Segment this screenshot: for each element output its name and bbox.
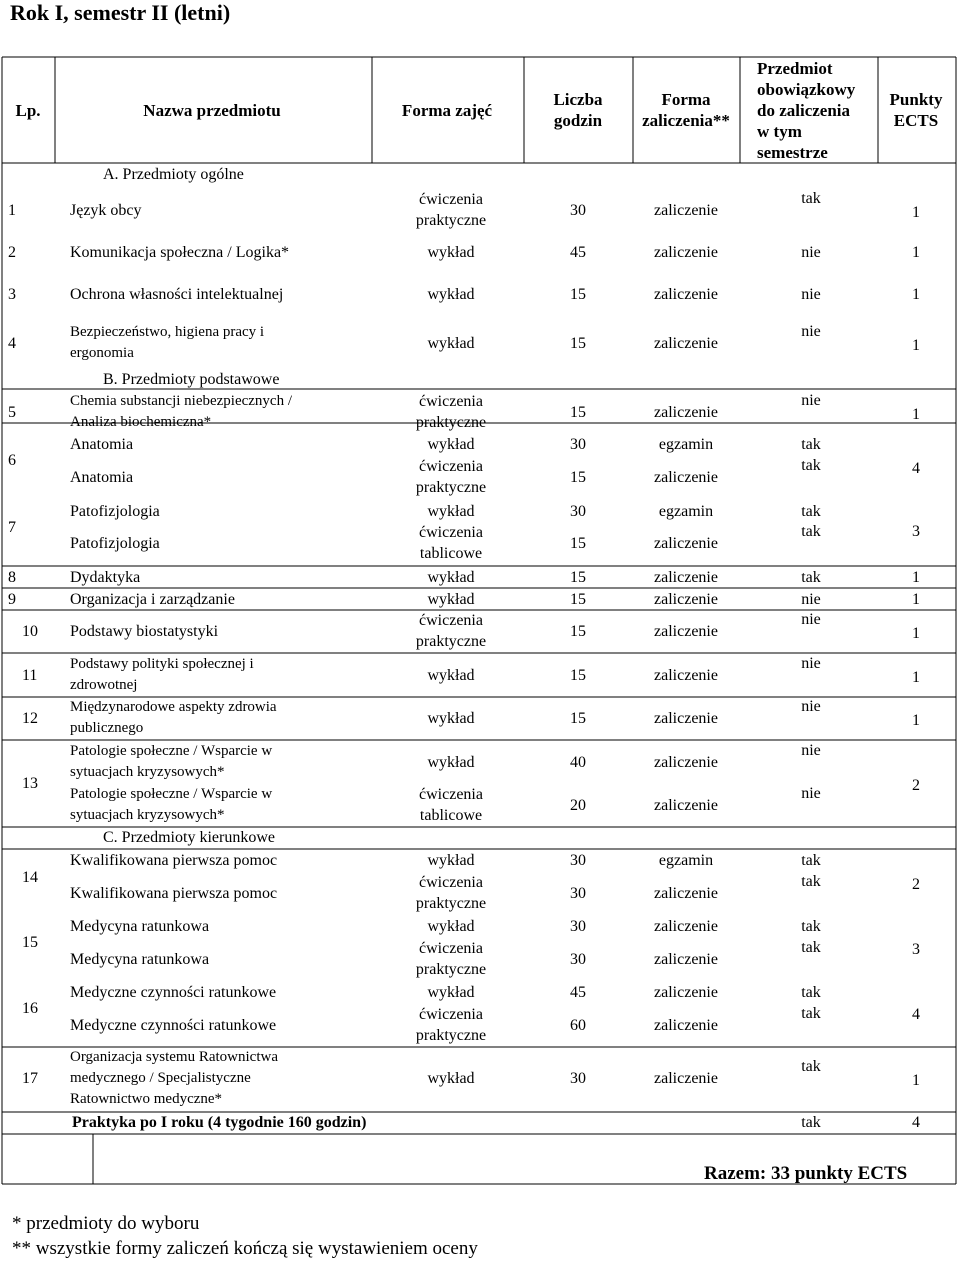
subject-name: Podstawy polityki społecznej i zdrowotnej: [70, 656, 254, 693]
mandatory-value: tak: [801, 568, 821, 586]
hours: 30: [570, 950, 586, 968]
row-lp: 8: [8, 568, 16, 586]
hours: 45: [570, 243, 586, 261]
header-subject-name: Nazwa przedmiotu: [143, 100, 281, 120]
assessment-form: zaliczenie: [654, 983, 718, 1001]
mandatory-value: tak: [801, 456, 821, 474]
ects-value: 1: [912, 203, 920, 221]
class-form: ćwiczenia praktyczne: [415, 612, 487, 650]
assessment-form: zaliczenie: [654, 201, 718, 219]
row-lp: 2: [8, 243, 16, 261]
header-hours: Liczba godzin: [553, 90, 603, 130]
assessment-form: zaliczenie: [654, 753, 718, 771]
row-lp: 17: [22, 1069, 38, 1087]
subject-name: Patologie społeczne / Wsparcie w sytuacjach kryzysowych*: [70, 786, 273, 823]
class-form: wykład: [427, 1069, 475, 1087]
hours: 40: [570, 753, 586, 771]
ects-value: 1: [912, 1071, 920, 1089]
mandatory-value: nie: [801, 654, 821, 672]
row-lp: 11: [22, 666, 38, 684]
mandatory-value: tak: [801, 435, 821, 453]
hours: 30: [570, 884, 586, 902]
subject-name: Chemia substancji niebezpiecznych / Analiza biochemiczna*: [70, 393, 293, 430]
class-form: ćwiczenia tablicowe: [419, 524, 483, 562]
assessment-form: zaliczenie: [654, 285, 718, 303]
class-form: wykład: [427, 285, 475, 303]
ects-value: 2: [912, 875, 920, 893]
mandatory-value: nie: [801, 391, 821, 409]
hours: 15: [570, 334, 586, 352]
hours: 30: [570, 1069, 586, 1087]
header-class-form: Forma zajęć: [401, 100, 493, 120]
hours: 15: [570, 568, 586, 586]
ects-value: 1: [912, 285, 920, 303]
row-lp: 14: [22, 868, 38, 886]
subject-name: Medycyna ratunkowa: [70, 950, 210, 968]
subject-name: Patofizjologia: [70, 502, 160, 520]
hours: 15: [570, 622, 586, 640]
mandatory-value: nie: [801, 610, 821, 628]
assessment-form: zaliczenie: [654, 568, 718, 586]
row-lp: 3: [8, 285, 16, 303]
row-lp: 13: [22, 774, 38, 792]
hours: 45: [570, 983, 586, 1001]
subject-name: Bezpieczeństwo, higiena pracy i ergonomia: [70, 324, 265, 361]
hours: 30: [570, 201, 586, 219]
class-form: wykład: [427, 666, 475, 684]
assessment-form: zaliczenie: [654, 796, 718, 814]
subject-name: Patologie społeczne / Wsparcie w sytuacjach kryzysowych*: [70, 743, 273, 780]
hours: 60: [570, 1016, 586, 1034]
class-form: ćwiczenia tablicowe: [419, 786, 483, 824]
class-form: wykład: [427, 568, 475, 586]
header-lp: Lp.: [15, 100, 41, 120]
subject-name: Podstawy biostatystyki: [70, 622, 219, 640]
assessment-form: egzamin: [658, 435, 714, 453]
row-lp: 1: [8, 201, 16, 219]
hours: 30: [570, 851, 586, 869]
mandatory-value: tak: [801, 522, 821, 540]
section-directional: C. Przedmioty kierunkowe: [103, 828, 275, 846]
ects-value: 3: [912, 940, 920, 958]
subject-name: Organizacja systemu Ratownictwa medycznego / Specjalistyczne Ratownictwo medyczne*: [70, 1048, 278, 1107]
page-title: Rok I, semestr II (letni): [10, 0, 231, 25]
subject-name: Patofizjologia: [70, 534, 160, 552]
class-form: wykład: [427, 709, 475, 727]
assessment-form: zaliczenie: [654, 1069, 718, 1087]
class-form: wykład: [427, 502, 475, 520]
ects-value: 1: [912, 405, 920, 423]
subject-name: Medyczne czynności ratunkowe: [70, 1016, 277, 1034]
ects-value: 1: [912, 590, 920, 608]
internship-ects: 4: [912, 1113, 920, 1131]
class-form: ćwiczenia praktyczne: [415, 1006, 487, 1044]
ects-value: 2: [912, 776, 920, 794]
total-ects: Razem: 33 punkty ECTS: [704, 1163, 908, 1184]
row-lp: 4: [8, 334, 16, 352]
mandatory-value: tak: [801, 502, 821, 520]
hours: 15: [570, 468, 586, 486]
assessment-form: egzamin: [658, 851, 714, 869]
ects-value: 1: [912, 668, 920, 686]
mandatory-value: nie: [801, 590, 821, 608]
ects-value: 3: [912, 522, 920, 540]
footnote-grading: ** wszystkie formy zaliczeń kończą się wystawieniem oceny: [12, 1238, 478, 1259]
mandatory-value: nie: [801, 697, 821, 715]
assessment-form: zaliczenie: [654, 403, 718, 421]
hours: 15: [570, 590, 586, 608]
assessment-form: zaliczenie: [654, 334, 718, 352]
assessment-form: zaliczenie: [654, 622, 718, 640]
ects-value: 4: [912, 459, 920, 477]
class-form: ćwiczenia praktyczne: [415, 458, 487, 496]
subject-name: Kwalifikowana pierwsza pomoc: [70, 851, 278, 869]
row-lp: 15: [22, 933, 38, 951]
hours: 15: [570, 534, 586, 552]
subject-name: Dydaktyka: [70, 568, 141, 586]
header-mandatory: Przedmiot obowiązkowy do zaliczenia w tym semestrze: [757, 58, 856, 162]
row-lp: 16: [22, 999, 38, 1017]
assessment-form: zaliczenie: [654, 468, 718, 486]
assessment-form: zaliczenie: [654, 666, 718, 684]
hours: 30: [570, 435, 586, 453]
class-form: wykład: [427, 334, 475, 352]
class-form: ćwiczenia praktyczne: [415, 191, 487, 229]
class-form: wykład: [427, 983, 475, 1001]
hours: 15: [570, 709, 586, 727]
class-form: wykład: [427, 590, 475, 608]
subject-name: Medyczne czynności ratunkowe: [70, 983, 277, 1001]
class-form: wykład: [427, 243, 475, 261]
class-form: wykład: [427, 753, 475, 771]
hours: 15: [570, 666, 586, 684]
hours: 15: [570, 403, 586, 421]
mandatory-value: tak: [801, 1004, 821, 1022]
class-form: ćwiczenia praktyczne: [415, 393, 487, 431]
subject-name: Medycyna ratunkowa: [70, 917, 210, 935]
assessment-form: egzamin: [658, 502, 714, 520]
ects-value: 1: [912, 711, 920, 729]
mandatory-value: tak: [801, 851, 821, 869]
row-lp: 12: [22, 709, 38, 727]
ects-value: 1: [912, 568, 920, 586]
hours: 20: [570, 796, 586, 814]
class-form: wykład: [427, 435, 475, 453]
mandatory-value: nie: [801, 784, 821, 802]
mandatory-value: nie: [801, 741, 821, 759]
subject-name: Anatomia: [70, 435, 134, 453]
mandatory-value: tak: [801, 189, 821, 207]
assessment-form: zaliczenie: [654, 884, 718, 902]
subject-name: Kwalifikowana pierwsza pomoc: [70, 884, 278, 902]
mandatory-value: tak: [801, 872, 821, 890]
mandatory-value: tak: [801, 1057, 821, 1075]
subject-name: Komunikacja społeczna / Logika*: [70, 243, 290, 261]
internship-row: Praktyka po I roku (4 tygodnie 160 godzin): [72, 1113, 367, 1131]
class-form: ćwiczenia praktyczne: [415, 874, 487, 912]
ects-value: 1: [912, 243, 920, 261]
mandatory-value: nie: [801, 243, 821, 261]
section-general: A. Przedmioty ogólne: [103, 165, 244, 183]
row-lp: 5: [8, 403, 16, 421]
internship-mandatory: tak: [801, 1113, 821, 1131]
subject-name: Anatomia: [70, 468, 134, 486]
row-lp: 6: [8, 451, 16, 469]
ects-value: 1: [912, 624, 920, 642]
assessment-form: zaliczenie: [654, 243, 718, 261]
header-assessment-form: Forma zaliczenia**: [642, 90, 730, 130]
mandatory-value: tak: [801, 983, 821, 1001]
assessment-form: zaliczenie: [654, 917, 718, 935]
class-form: wykład: [427, 917, 475, 935]
header-ects: Punkty ECTS: [889, 90, 943, 130]
assessment-form: zaliczenie: [654, 950, 718, 968]
subject-name: Międzynarodowe aspekty zdrowia publicznego: [70, 699, 277, 736]
mandatory-value: tak: [801, 938, 821, 956]
footnote-elective: * przedmioty do wyboru: [12, 1213, 200, 1234]
row-lp: 9: [8, 590, 16, 608]
hours: 30: [570, 502, 586, 520]
class-form: ćwiczenia praktyczne: [415, 940, 487, 978]
subject-name: Organizacja i zarządzanie: [70, 590, 235, 608]
class-form: wykład: [427, 851, 475, 869]
ects-value: 4: [912, 1005, 920, 1023]
assessment-form: zaliczenie: [654, 1016, 718, 1034]
mandatory-value: nie: [801, 285, 821, 303]
mandatory-value: tak: [801, 917, 821, 935]
assessment-form: zaliczenie: [654, 709, 718, 727]
subject-name: Język obcy: [70, 201, 142, 219]
hours: 30: [570, 917, 586, 935]
mandatory-value: nie: [801, 322, 821, 340]
subject-name: Ochrona własności intelektualnej: [70, 285, 284, 303]
row-lp: 10: [22, 622, 38, 640]
assessment-form: zaliczenie: [654, 590, 718, 608]
ects-value: 1: [912, 336, 920, 354]
row-lp: 7: [8, 518, 16, 536]
assessment-form: zaliczenie: [654, 534, 718, 552]
section-basic: B. Przedmioty podstawowe: [103, 370, 280, 388]
hours: 15: [570, 285, 586, 303]
